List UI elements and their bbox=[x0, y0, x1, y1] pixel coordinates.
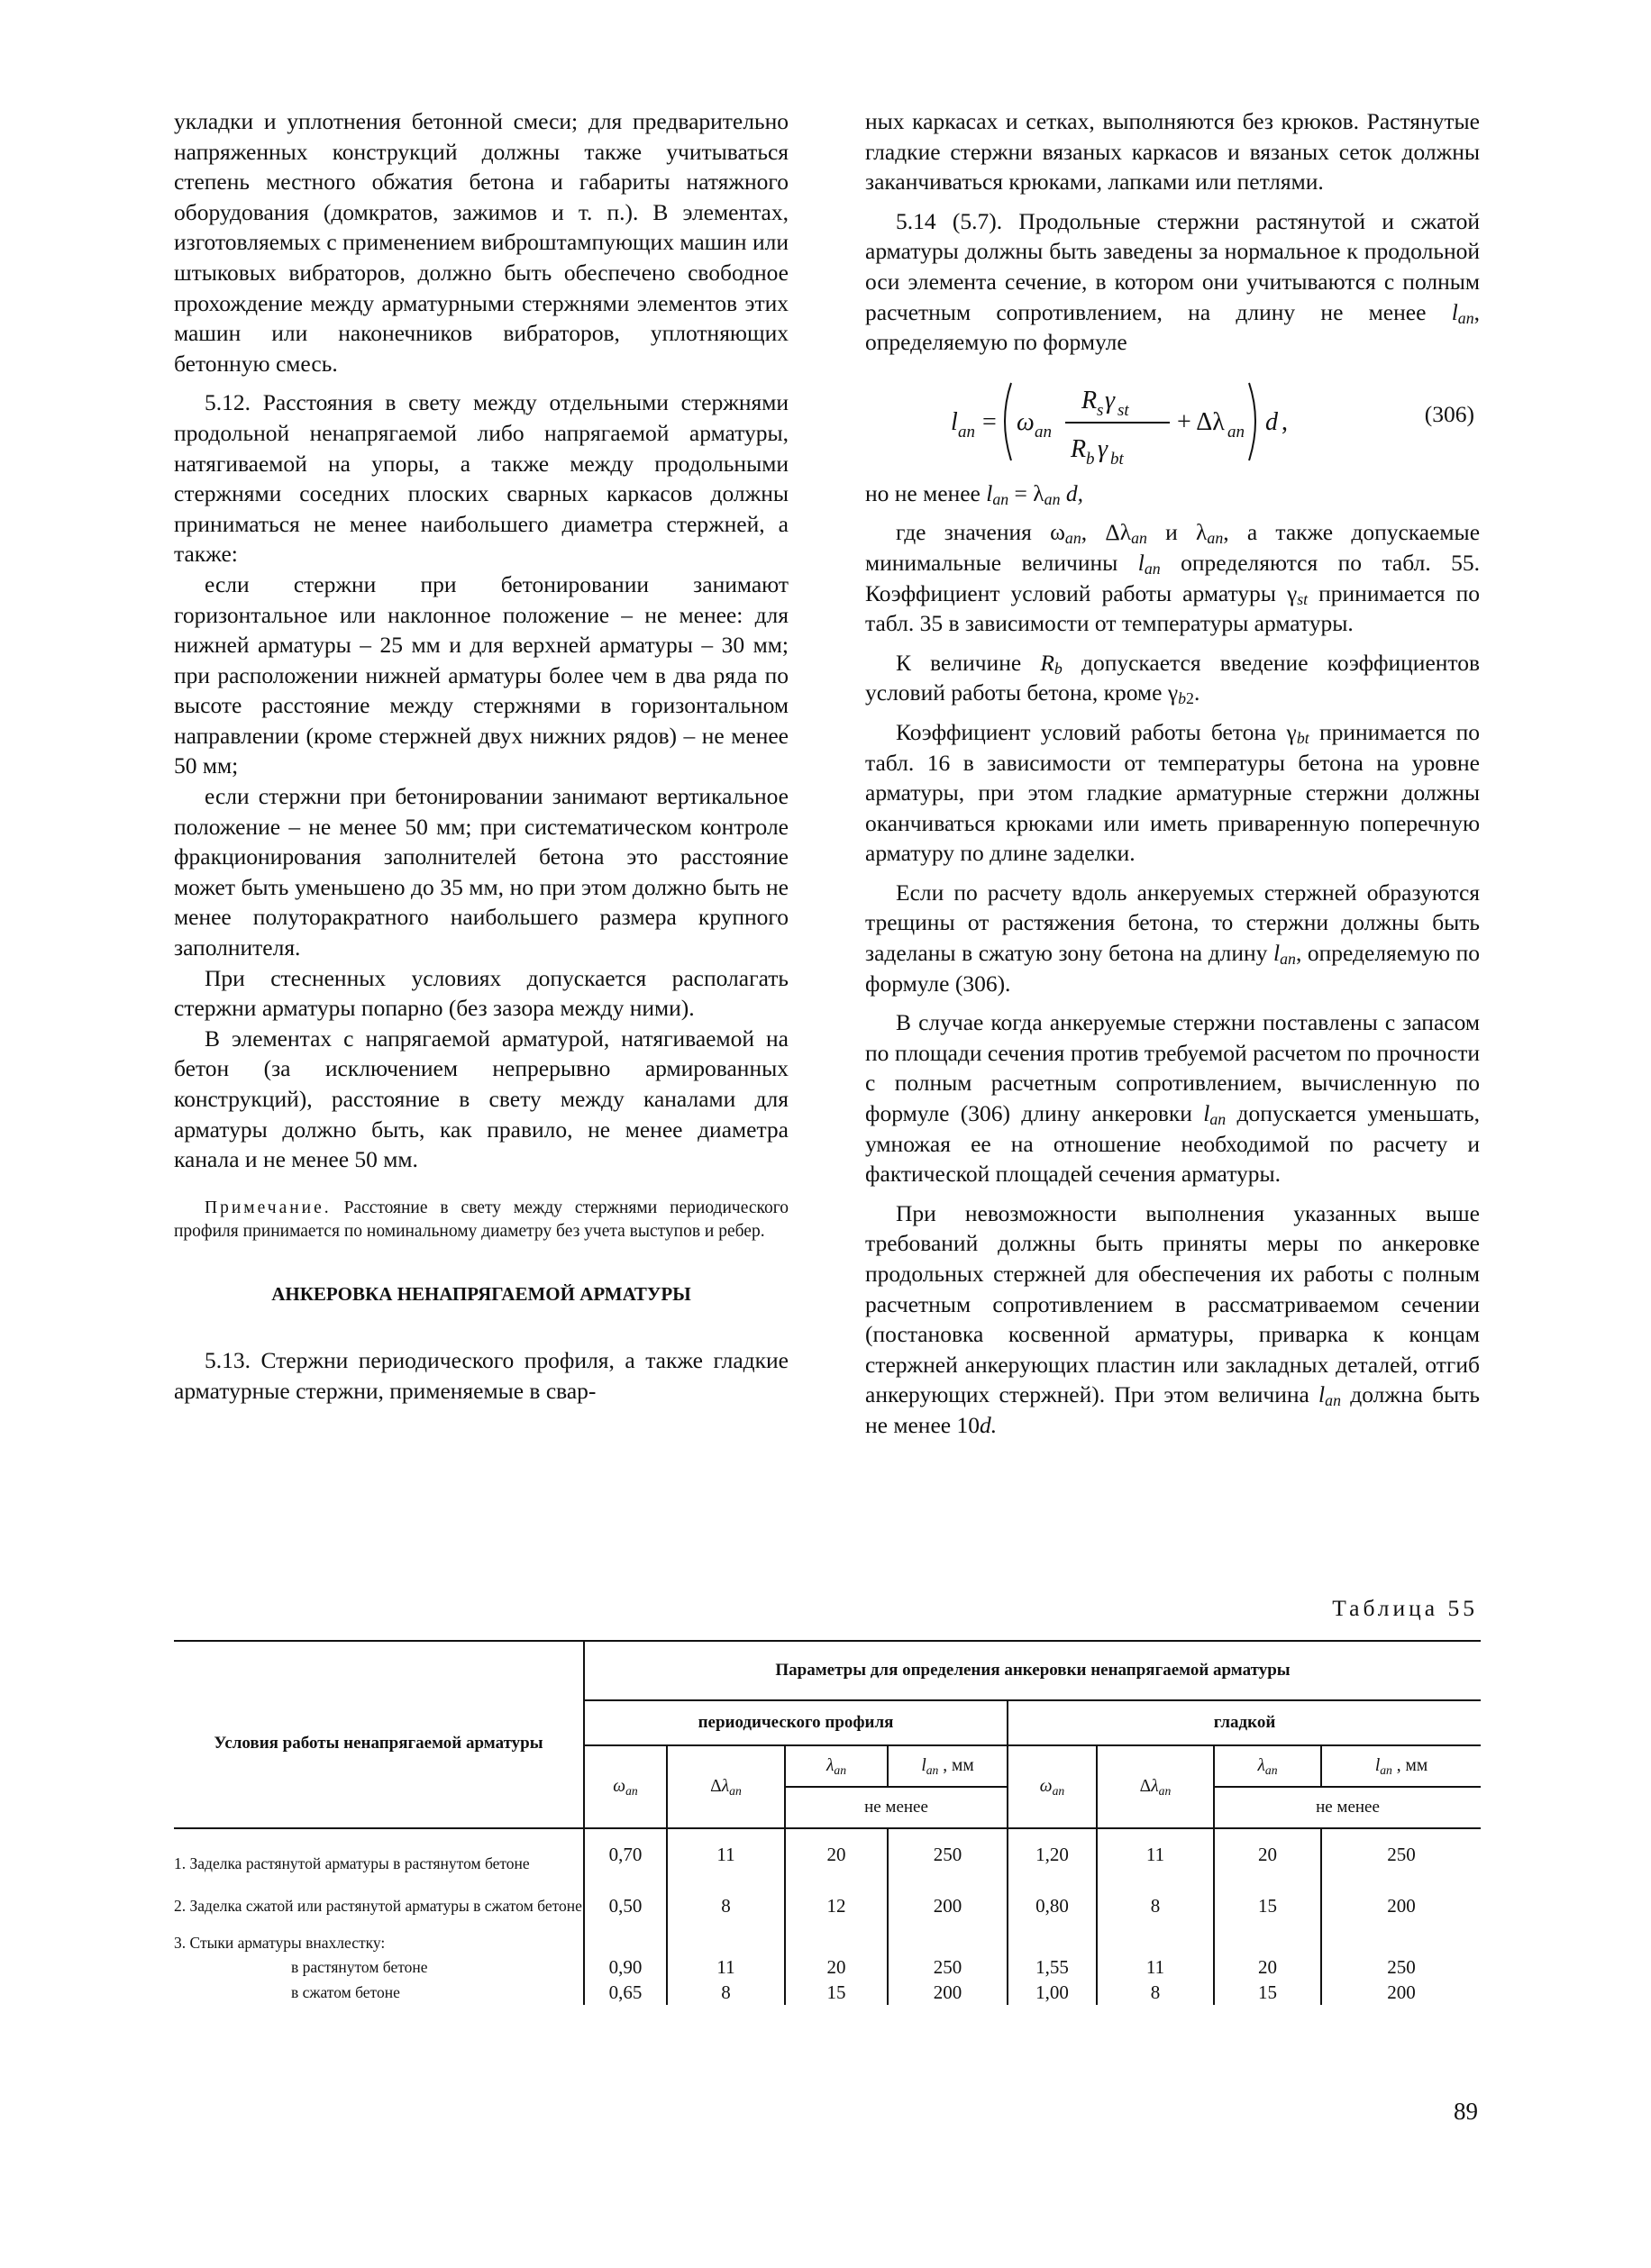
svg-text:d: d bbox=[1265, 407, 1278, 436]
text: принимается по табл. 35 в зависимости от температуры арматуры. bbox=[865, 579, 1480, 637]
table-row bbox=[174, 1954, 1481, 1980]
cell: 1,55 bbox=[1008, 1954, 1097, 1980]
cell: 20 bbox=[785, 1828, 888, 1881]
cell: 250 bbox=[1321, 1954, 1481, 1980]
row-label: в растянутом бетоне bbox=[291, 1958, 428, 1976]
svg-text:s: s bbox=[1097, 400, 1104, 420]
paragraph: В случае когда анкеруемые стержни поставлены с запасом по площади сечения против требуемой расчетом по прочности с полным расчетным сопротивлением, вычисленную по формуле (306) длину анкеровки $l_{an}$ допускается уменьшать, умножая ее на отношение необходимой по расчету и фактической площадей сечения арматуры. bbox=[865, 1009, 1481, 1188]
note bbox=[174, 1197, 789, 1243]
not-less-label: не менее bbox=[1214, 1787, 1481, 1828]
row-label: 2. Заделка сжатой или растянутой арматуры в сжатом бетоне bbox=[174, 1897, 582, 1915]
cell: 8 bbox=[1097, 1980, 1214, 2005]
cell: 15 bbox=[785, 1980, 888, 2005]
paragraph-5-13: 5.13. Стержни периодического профиля, а также гладкие арматурные стержни, применяемые в свар- bbox=[174, 1347, 789, 1404]
paragraph-5-14: 5.14 (5.7). Продольные стержни растянутой и сжатой арматуры должны быть заведены за нормальное к продольной оси элемента сечение, в котором они учитываются с полным расчетным сопротивлением, на длину не менее $l_{an}$, определяемую по формуле bbox=[865, 207, 1480, 356]
svg-text:an: an bbox=[1227, 422, 1245, 442]
svg-text:R: R bbox=[1081, 386, 1098, 414]
cell: 250 bbox=[888, 1954, 1008, 1980]
svg-text:an: an bbox=[1035, 422, 1052, 442]
cell: 15 bbox=[1214, 1881, 1321, 1931]
table-row bbox=[174, 1881, 1481, 1931]
cell: 1,20 bbox=[1008, 1828, 1097, 1881]
col-dlambda: $\Delta\lambda_{an}$ bbox=[667, 1745, 785, 1828]
formula-306 bbox=[865, 367, 1480, 473]
table-55 bbox=[174, 1640, 1481, 2005]
col-lambda: $\lambda_{an}$ bbox=[1214, 1745, 1321, 1787]
text: При невозможности выполнения указанных выше требований должны быть приняты меры по анкеровке продольных стержней для обеспечения их работы с полным расчетным сопротивлением в рассматриваемом сечении (постановка косвенной арматуры, приварка к концам стержней анкерующих пластин или закладных деталей, отгиб анкерующих стержней). При этом величина bbox=[865, 1199, 1480, 1408]
text: = λ bbox=[1014, 479, 1044, 506]
table-row bbox=[174, 1980, 1481, 2005]
cell: 0,65 bbox=[584, 1980, 667, 2005]
page-number: 89 bbox=[1454, 2098, 1478, 2125]
text: Условия работы ненапрягаемой арматуры bbox=[214, 1734, 543, 1753]
svg-text:bt: bt bbox=[1110, 449, 1124, 469]
text: определяются по табл. 55. Коэффициент условий работы арматуры γ bbox=[865, 549, 1481, 606]
cell: 11 bbox=[667, 1954, 785, 1980]
text: и λ bbox=[1165, 519, 1208, 546]
cell: 20 bbox=[1214, 1954, 1321, 1980]
header-periodic: периодического профиля bbox=[584, 1700, 1008, 1745]
cell: 11 bbox=[1097, 1954, 1214, 1980]
svg-text:b: b bbox=[1086, 449, 1095, 469]
text: допускается уменьшать, умножая ее на отношение необходимой по расчету и фактической площадей сечения арматуры. bbox=[865, 1100, 1481, 1188]
cell: 200 bbox=[1321, 1980, 1481, 2005]
row-label: в сжатом бетоне bbox=[291, 1983, 400, 2001]
formula-graphic bbox=[865, 367, 1480, 473]
cell: 12 bbox=[785, 1881, 888, 1931]
header-conditions bbox=[174, 1641, 584, 1828]
cell: 0,50 bbox=[584, 1881, 667, 1931]
header-smooth: гладкой bbox=[1008, 1700, 1481, 1745]
text: Если по расчету вдоль анкеруемых стержней образуются трещины от растяжения бетона, то стержни должны быть заделаны в сжатую зону бетона на длину bbox=[865, 879, 1480, 967]
paragraph-5-12: 5.12. Расстояния в свету между отдельными стержнями продольной ненапрягаемой либо напрягаемой арматуры, натягиваемой на упоры, а также между продольными стержнями соседних плоских сварных каркасов должны приниматься не менее наибольшего диаметра стержней, а также: bbox=[174, 389, 789, 568]
header-params: Параметры для определения анкеровки ненапрягаемой арматуры bbox=[584, 1641, 1481, 1700]
cell: 8 bbox=[667, 1881, 785, 1931]
cell: 200 bbox=[888, 1881, 1008, 1931]
note-text: Расстояние в свету между стержнями периодического профиля принимается по номинальному диаметру без учета выступов и ребер. bbox=[174, 1198, 789, 1241]
text: но не менее bbox=[865, 479, 981, 506]
text: Коэффициент условий работы бетона γ bbox=[896, 718, 1297, 745]
cell: 8 bbox=[1097, 1881, 1214, 1931]
text: , Δλ bbox=[1081, 519, 1132, 546]
cell: 250 bbox=[888, 1828, 1008, 1881]
paragraph: При стесненных условиях допускается располагать стержни арматуры попарно (без зазора между ними). bbox=[174, 964, 789, 1022]
text: , а также допускаемые минимальные величины bbox=[865, 519, 1481, 576]
text: d. bbox=[979, 1411, 998, 1438]
paragraph: но не менее $l_{an} = \lambda_{an}$ d, bbox=[865, 479, 1084, 508]
row-label: 1. Заделка растянутой арматуры в растянутом бетоне bbox=[174, 1854, 530, 1872]
cell: 0,90 bbox=[584, 1954, 667, 1980]
paragraph: если стержни при бетонировании занимают вертикальное положение – не менее 50 мм; при систематическом контроле фракционирования заполнителей бетона это расстояние может быть уменьшено до 35 мм, но при этом должно быть не менее полуторакратного наибольшего размера крупного заполнителя. bbox=[174, 783, 789, 961]
text: , определяемую по формуле bbox=[865, 298, 1480, 356]
col-lan: $l_{an}$ , мм bbox=[1321, 1745, 1481, 1787]
paragraph: Коэффициент условий работы бетона $\gamma_{bt}$ принимается по табл. 16 в зависимости от температуры бетона на уровне арматуры, при этом гладкие арматурные стержни должны оканчиваться крюками или иметь приваренную поперечную арматуру по длине заделки. bbox=[865, 718, 1480, 867]
paragraph: К величине $R_b$ допускается введение коэффициентов условий работы бетона, кроме $\gamma_{b2}$. bbox=[865, 649, 1481, 708]
section-heading: АНКЕРОВКА НЕНАПРЯГАЕМОЙ АРМАТУРЫ bbox=[271, 1282, 691, 1305]
paragraph: В элементах с напрягаемой арматурой, натягиваемой на бетон (за исключением непрерывно армированных конструкций), расстояние в свету между каналами для арматуры должно быть, как правило, не менее диаметра канала и не менее 50 мм. bbox=[174, 1025, 789, 1173]
cell: 0,80 bbox=[1008, 1881, 1097, 1931]
cell: 20 bbox=[1214, 1828, 1321, 1881]
text: В случае когда анкеруемые стержни поставлены с запасом по площади сечения против требуемой расчетом по прочности с полным расчетным сопротивлением, вычисленную по формуле (306) длину анкеровки bbox=[865, 1009, 1480, 1127]
text: , определяемую по формуле (306). bbox=[865, 940, 1480, 997]
cell: 0,70 bbox=[584, 1828, 667, 1881]
col-omega: $\omega_{an}$ bbox=[1008, 1745, 1097, 1828]
cell: 1,00 bbox=[1008, 1980, 1097, 2005]
paragraph: где значения $\omega_{an}$, $\Delta\lambda_{an}$ и $\lambda_{an}$, а также допускаемые минимальные величины $l_{an}$ определяются по табл. 55. Коэффициент условий работы арматуры $\gamma_{st}$ принимается по табл. 35 в зависимости от температуры арматуры. bbox=[865, 519, 1481, 637]
text: должна быть не менее 10 bbox=[865, 1381, 1481, 1438]
col-lan: $l_{an}$ , мм bbox=[888, 1745, 1008, 1787]
cell: 200 bbox=[1321, 1881, 1481, 1931]
table-caption: Таблица 55 bbox=[1332, 1595, 1478, 1621]
table-row bbox=[174, 1828, 1481, 1881]
text: d, bbox=[1065, 479, 1084, 506]
col-dlambda: $\Delta\lambda_{an}$ bbox=[1097, 1745, 1214, 1828]
text: где значения ω bbox=[896, 519, 1065, 546]
paragraph: ных каркасах и сетках, выполняются без крюков. Растянутые гладкие стержни вязаных каркасов и вязаных сеток должны заканчиваться крюками, лапками или петлями. bbox=[865, 108, 1480, 196]
not-less-label: не менее bbox=[785, 1787, 1008, 1828]
paragraph: При невозможности выполнения указанных выше требований должны быть приняты меры по анкеровке продольных стержней для обеспечения их работы с полным расчетным сопротивлением в рассматриваемом сечении (постановка косвенной арматуры, приварка к концам стержней анкерующих пластин или закладных деталей, отгиб анкерующих стержней). При этом величина $l_{an}$ должна быть не менее 10d. bbox=[865, 1199, 1481, 1438]
paragraph: если стержни при бетонировании занимают горизонтальное или наклонное положение – не менее: для нижней арматуры – 25 мм и для верхней арматуры – 30 мм; при расположении нижней арматуры более чем в два ряда по высоте расстояние между стержнями в горизонтальном направлении (кроме стержней двух нижних рядов) – не менее 50 мм; bbox=[174, 570, 789, 779]
cell: 200 bbox=[888, 1980, 1008, 2005]
col-lambda: $\lambda_{an}$ bbox=[785, 1745, 888, 1787]
paragraph: укладки и уплотнения бетонной смеси; для предварительно напряженных конструкций должны также учитываться степень местного обжатия бетона и габариты натяжного оборудования (домкратов, зажимов и т. п.). В элементах, изготовляемых с применением виброштампующих машин или штыковых вибраторов, должно быть обеспечено свободное прохождение между арматурными стержнями элементов этих машин или наконечников вибраторов, уплотняющих бетонную смесь. bbox=[174, 108, 789, 377]
note-label: Примечание. bbox=[205, 1198, 332, 1217]
text: К величине bbox=[896, 649, 1022, 676]
svg-text:an: an bbox=[958, 422, 975, 442]
paragraph: Если по расчету вдоль анкеруемых стержней образуются трещины от растяжения бетона, то стержни должны быть заделаны в сжатую зону бетона на длину $l_{an}$, определяемую по формуле (306). bbox=[865, 879, 1480, 997]
svg-text:γ: γ bbox=[1098, 434, 1108, 463]
svg-text:γ: γ bbox=[1105, 386, 1116, 414]
svg-text:st: st bbox=[1117, 400, 1129, 420]
cell: 250 bbox=[1321, 1828, 1481, 1881]
cell: 15 bbox=[1214, 1980, 1321, 2005]
text: 5.14 (5.7). Продольные стержни растянутой и сжатой арматуры должны быть заведены за нормальное к продольной оси элемента сечение, в котором они учитываются с полным расчетным сопротивлением, на длину не менее bbox=[865, 207, 1480, 325]
svg-text:ω: ω bbox=[1017, 407, 1035, 436]
right-column bbox=[865, 106, 1480, 1441]
col-omega: $\omega_{an}$ bbox=[584, 1745, 667, 1828]
svg-text:,: , bbox=[1282, 407, 1288, 436]
cell: 11 bbox=[1097, 1828, 1214, 1881]
equation-number: (306) bbox=[1424, 400, 1474, 427]
table-row bbox=[174, 1931, 1481, 1954]
svg-text:=: = bbox=[982, 407, 997, 436]
svg-text:R: R bbox=[1071, 434, 1087, 463]
cell: 20 bbox=[785, 1954, 888, 1980]
text: принимается по табл. 16 в зависимости от температуры бетона на уровне арматуры, при этом гладкие арматурные стержни должны оканчиваться крюками или иметь приваренную поперечную арматуру по длине заделки. bbox=[865, 718, 1480, 867]
svg-text:+ Δλ: + Δλ bbox=[1177, 407, 1225, 436]
cell: 8 bbox=[667, 1980, 785, 2005]
text: допускается введение коэффициентов условий работы бетона, кроме γ bbox=[865, 649, 1481, 706]
row-label: 3. Стыки арматуры внахлестку: bbox=[174, 1934, 386, 1952]
left-column bbox=[174, 106, 789, 1407]
svg-text:l: l bbox=[951, 407, 958, 436]
cell: 11 bbox=[667, 1828, 785, 1881]
